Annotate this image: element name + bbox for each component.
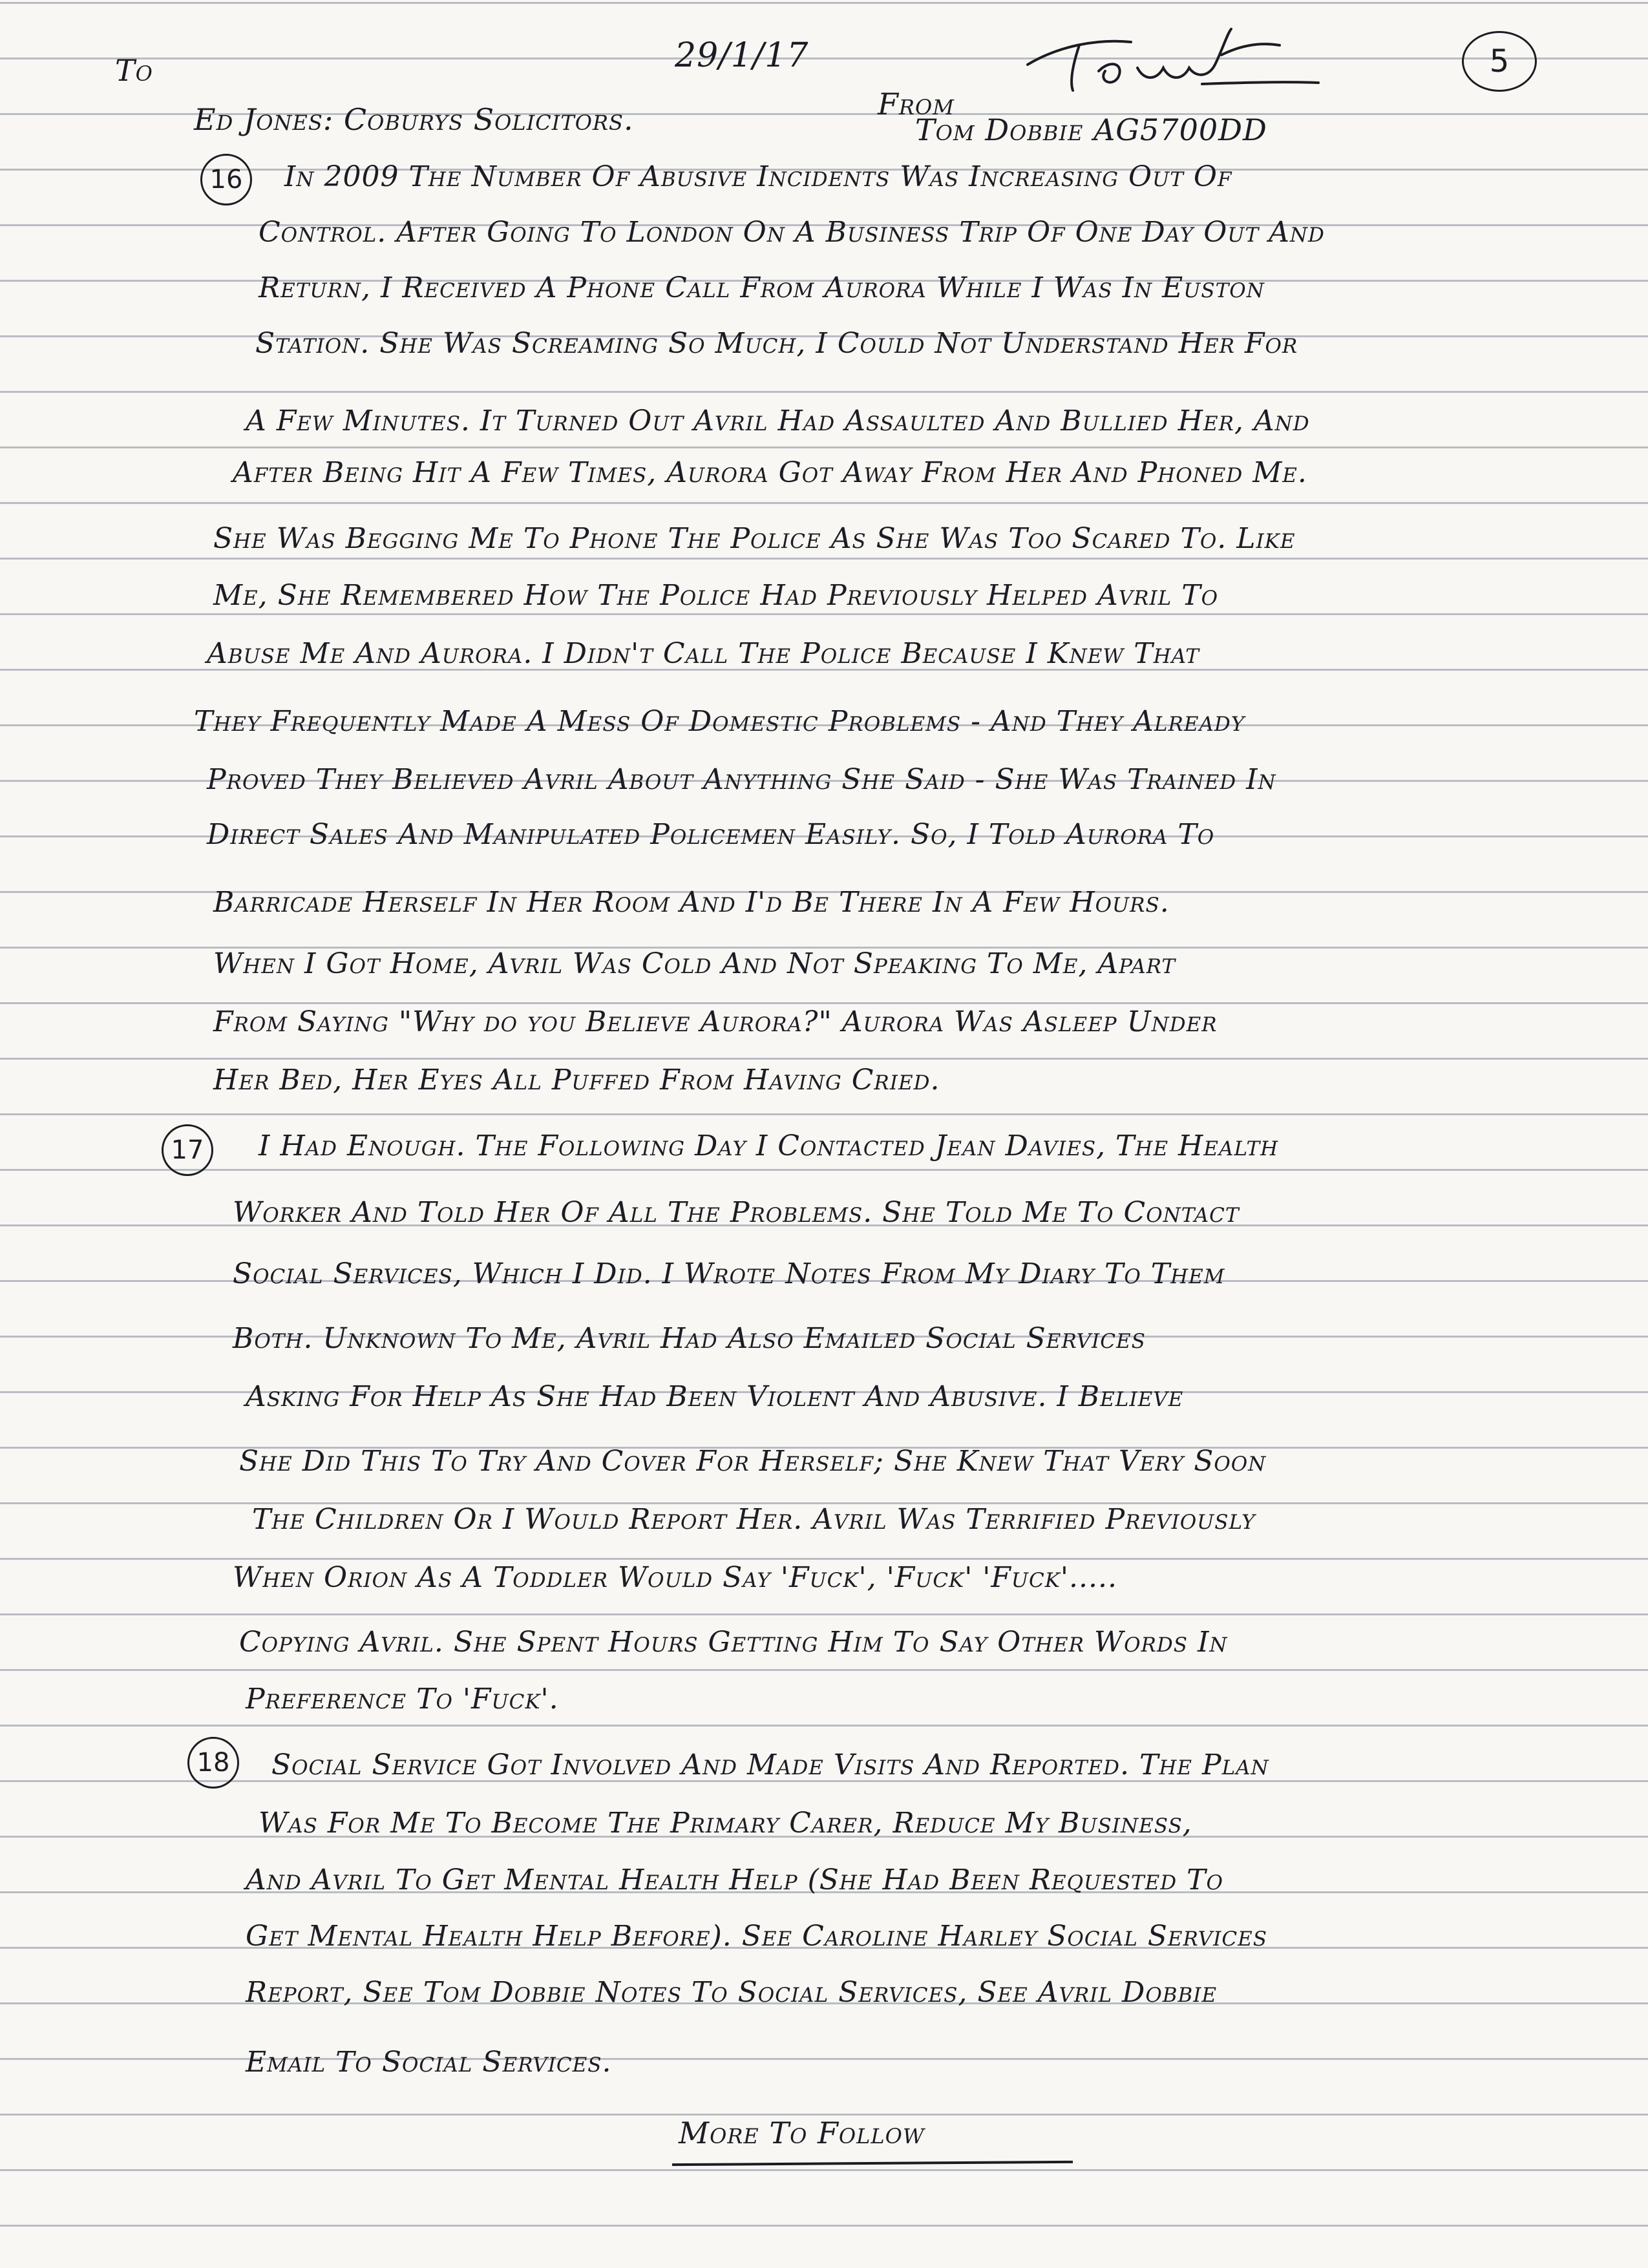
paragraph-line: Return, I Received A Phone Call From Aurora While I Was In Euston — [259, 271, 1265, 304]
paragraph-line: I Had Enough. The Following Day I Contacted Jean Davies, The Health — [259, 1129, 1279, 1162]
more-to-follow: More To Follow — [679, 2116, 925, 2150]
paragraph-line: And Avril To Get Mental Health Help (She Had Been Requested To — [246, 1864, 1223, 1896]
paragraph-line: Social Services, Which I Did. I Wrote Notes From My Diary To Them — [233, 1257, 1225, 1290]
paragraph-line: A Few Minutes. It Turned Out Avril Had Assaulted And Bullied Her, And — [246, 404, 1310, 437]
paragraph-line: Preference To 'Fuck'. — [246, 1683, 559, 1716]
paragraph-line: Proved They Believed Avril About Anything She Said - She Was Trained In — [207, 763, 1276, 796]
paragraph-line: Control. After Going To London On A Business Trip Of One Day Out And — [259, 216, 1325, 249]
paragraph-line: She Was Begging Me To Phone The Police As She Was Too Scared To. Like — [213, 522, 1296, 555]
paragraph-number-16: 16 — [200, 154, 252, 205]
paragraph-line: When I Got Home, Avril Was Cold And Not Speaking To Me, Apart — [213, 947, 1176, 980]
recipient: Ed Jones: Coburys Solicitors. — [194, 102, 634, 137]
paragraph-line: From Saying "Why do you Believe Aurora?" Aurora Was Asleep Under — [213, 1005, 1218, 1038]
paragraph-line: Worker And Told Her Of All The Problems. She Told Me To Contact — [233, 1196, 1240, 1229]
page-number: 5 — [1462, 31, 1537, 92]
from-label: From — [878, 87, 955, 121]
paragraph-line: The Children Or I Would Report Her. Avril Was Terrified Previously — [252, 1503, 1256, 1536]
paragraph-line: In 2009 The Number Of Abusive Incidents Was Increasing Out Of — [284, 160, 1232, 193]
sender: Tom Dobbie AG5700DD — [915, 112, 1267, 147]
paragraph-line: Social Service Got Involved And Made Visits And Reported. The Plan — [271, 1748, 1269, 1781]
paragraph-line: Report, See Tom Dobbie Notes To Social Services, See Avril Dobbie — [246, 1976, 1218, 2009]
signature — [1008, 19, 1344, 97]
paragraph-line: Was For Me To Become The Primary Carer, Reduce My Business, — [259, 1807, 1192, 1840]
paragraph-line: Abuse Me And Aurora. I Didn't Call The Police Because I Knew That — [207, 637, 1199, 670]
paragraph-line: Asking For Help As She Had Been Violent And Abusive. I Believe — [246, 1380, 1184, 1413]
paragraph-line: When Orion As A Toddler Would Say 'Fuck', 'Fuck' 'Fuck'..... — [233, 1561, 1117, 1594]
paragraph-line: After Being Hit A Few Times, Aurora Got Away From Her And Phoned Me. — [233, 456, 1307, 489]
letter-date: 29/1/17 — [675, 36, 809, 75]
paragraph-line: Email To Social Services. — [246, 2046, 612, 2079]
paragraph-line: Direct Sales And Manipulated Policemen Easily. So, I Told Aurora To — [207, 818, 1215, 851]
to-label: To — [115, 53, 153, 88]
paragraph-line: She Did This To Try And Cover For Herself; She Knew That Very Soon — [239, 1445, 1267, 1478]
paragraph-line: Station. She Was Screaming So Much, I Could Not Understand Her For — [255, 327, 1298, 360]
paragraph-line: Me, She Remembered How The Police Had Previously Helped Avril To — [213, 579, 1218, 612]
paragraph-line: Barricade Herself In Her Room And I'd Be There In A Few Hours. — [213, 886, 1170, 919]
paragraph-line: Her Bed, Her Eyes All Puffed From Having Cried. — [213, 1064, 940, 1097]
paragraph-line: Get Mental Health Help Before). See Caroline Harley Social Services — [246, 1920, 1268, 1953]
paragraph-line: Both. Unknown To Me, Avril Had Also Emailed Social Services — [233, 1322, 1146, 1355]
paragraph-line: They Frequently Made A Mess Of Domestic Problems - And They Already — [194, 705, 1245, 738]
paragraph-line: Copying Avril. She Spent Hours Getting Him To Say Other Words In — [239, 1626, 1228, 1659]
paragraph-number-18: 18 — [187, 1737, 239, 1789]
paragraph-number-17: 17 — [162, 1124, 213, 1176]
